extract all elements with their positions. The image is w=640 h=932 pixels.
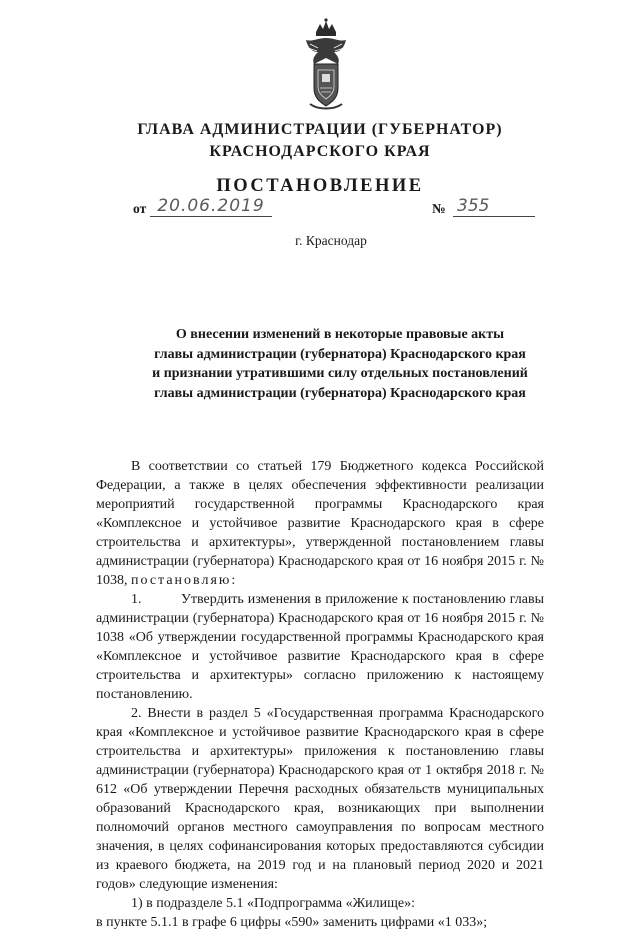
- intro-text: В соответствии со статьей 179 Бюджетного кодекса Российской Федерации, а также в целях обеспечения эффективности реализации мероприятий государственной программы Краснодарского края «Комплексное и устойчивое развитие Краснодарского края в сфере строительства и архитектуры», утвержденной постановлением главы администрации (губернатора) Краснодарского края от 16 ноября 2015 г. № 1038,: [96, 459, 544, 588]
- document-body: [96, 457, 544, 932]
- coat-of-arms-icon: [298, 18, 354, 112]
- authority-title: ГЛАВА АДМИНИСТРАЦИИ (ГУБЕРНАТОР): [137, 121, 503, 138]
- subject-line: и признании утратившими силу отдельных постановлений: [152, 366, 528, 381]
- authority-region: КРАСНОДАРСКОГО КРАЯ: [209, 143, 431, 160]
- item-1-text: Утвердить изменения в приложение к постановлению главы администрации (губернатора) Краснодарского края от 16 ноября 2015 г. № 1038 «Об утверждении государственной программы Краснодарского края «Комплексное и устойчивое развитие Краснодарского края в сфере строительства и архитектуры» согласно приложению к настоящему постановлению.: [96, 592, 544, 702]
- subject-line: главы администрации (губернатора) Краснодарского края: [154, 385, 526, 401]
- document-subject: [80, 325, 600, 403]
- item-2-1-paragraph: 1) в подразделе 5.1 «Подпрограмма «Жилище»:: [131, 896, 416, 911]
- item-1-paragraph: [96, 590, 544, 704]
- subject-line: главы администрации (губернатора) Краснодарского края: [154, 346, 526, 362]
- date-label: от: [133, 201, 147, 216]
- item-1-number: 1.: [131, 592, 142, 607]
- date-value: 20.06.2019: [150, 196, 272, 217]
- city-label: г. Краснодар: [295, 233, 367, 248]
- subject-line: О внесении изменений в некоторые правовые акты: [175, 327, 505, 342]
- document-type-title: ПОСТАНОВЛЕНИЕ: [216, 176, 424, 196]
- intro-paragraph: [96, 457, 544, 590]
- number-value: 355: [453, 196, 535, 217]
- number-label: №: [432, 201, 446, 216]
- item-2-1-1-paragraph: в пункте 5.1.1 в графе 6 цифры «590» заменить цифрами «1 033»;: [96, 915, 488, 930]
- decree-word: постановляю:: [131, 573, 238, 588]
- item-2-paragraph: 2. Внести в раздел 5 «Государственная программа Краснодарского края «Комплексное и устойчивое развитие Краснодарского края в сфере строительства и архитектуры» приложения к постановлению главы администрации (губернатора) Краснодарского края от 1 октября 2018 г. № 612 «Об утверждении Перечня расходных обязательств муниципальных образований Краснодарского края, возникающих при выполнении полномочий органов местного самоуправления по вопросам местного значения, в целях софинансирования которых предоставляются субсидии из краевого бюджета, на 2019 год и на плановый период 2020 и 2021 годов» следующие изменения:: [96, 706, 544, 892]
